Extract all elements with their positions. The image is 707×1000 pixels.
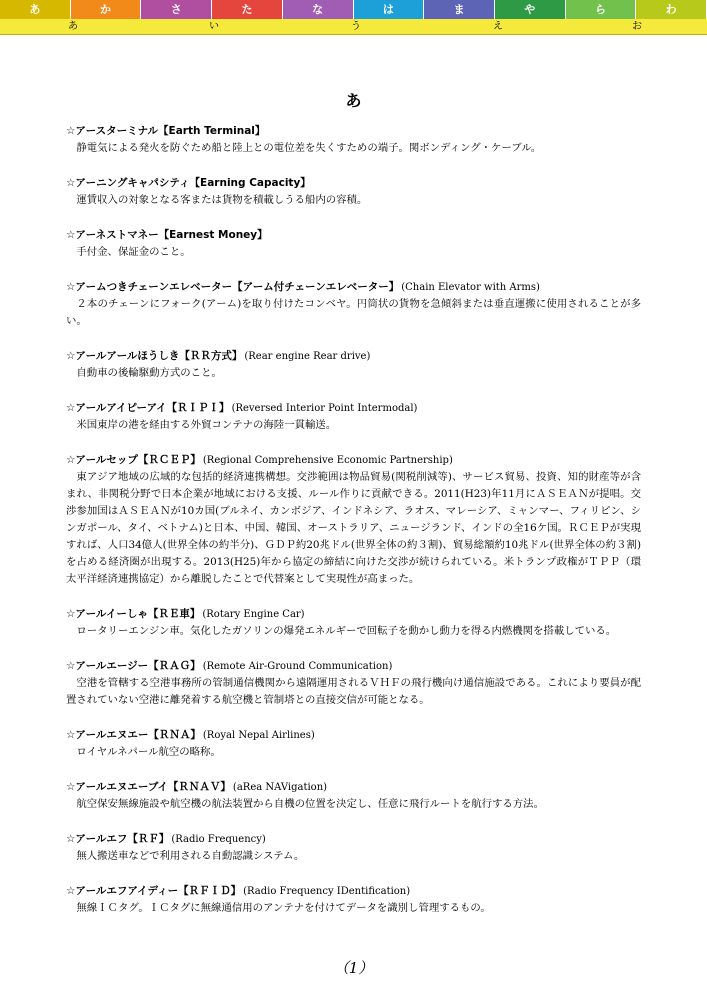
entry-term: ☆アールアイピーアイ【ＲＩＰＩ】 xyxy=(66,402,230,414)
entry-definition: 無線ＩＣタグ。ＩＣタグに無線通信用のアンテナを付けてデータを識別し管理するもの。 xyxy=(76,902,491,914)
glossary-entry xyxy=(66,228,641,261)
entry-term: ☆アーネストマネー【Earnest Money】 xyxy=(66,229,268,241)
tab-ta[interactable]: た xyxy=(212,0,283,19)
glossary-entry xyxy=(66,349,641,382)
tab-ka[interactable]: か xyxy=(71,0,142,19)
glossary-entry xyxy=(66,728,641,761)
entry-term: ☆アールエヌエーブイ【ＲＮＡＶ】 xyxy=(66,781,231,793)
entry-english: (Rotary Engine Car) xyxy=(202,609,305,620)
entry-english: (Remote Air-Ground Communication) xyxy=(202,661,393,672)
entry-english: (Royal Nepal Airlines) xyxy=(202,730,315,741)
entry-definition: 静電気による発火を防ぐため船と陸上との電位差を失くすための端子。関ボンディング・ケーブル。 xyxy=(76,142,542,154)
entry-definition: ロイヤルネパール航空の略称。 xyxy=(76,746,221,758)
entry-term: ☆アールアールほうしき【ＲＲ方式】 xyxy=(66,350,243,362)
tab-a[interactable]: あ xyxy=(0,0,71,19)
subtab-e[interactable]: え xyxy=(493,21,503,32)
glossary-entry xyxy=(66,659,641,709)
glossary-entry xyxy=(66,780,641,813)
glossary-entry xyxy=(66,832,641,865)
entry-definition: 運賃収入の対象となる客または貨物を積載しうる船内の容積。 xyxy=(76,194,368,206)
tab-sa[interactable]: さ xyxy=(141,0,212,19)
entry-english: (Radio Frequency IDentification) xyxy=(243,886,411,897)
subtab-o[interactable]: お xyxy=(632,21,642,32)
entry-definition: 無人搬送車などで利用される自動認識システム。 xyxy=(76,850,305,862)
entry-term: ☆アームつきチェーンエレベーター【アーム付チェーンエレベーター】 xyxy=(66,281,400,293)
glossary-entry xyxy=(66,884,641,917)
entry-term: ☆アールエフアイディー【ＲＦＩＤ】 xyxy=(66,885,242,897)
kana-tab-bar xyxy=(0,0,707,19)
entry-term: ☆アールエージー【ＲＡＧ】 xyxy=(66,660,201,672)
entry-definition: 航空保安無線施設や航空機の航法装置から自機の位置を決定し、任意に飛行ルートを航行する方法。 xyxy=(76,798,544,810)
entry-definition: ロータリーエンジン車。気化したガソリンの爆発エネルギーで回転子を動かし動力を得る内燃機関を搭載している。 xyxy=(76,625,617,637)
tab-ya[interactable]: や xyxy=(495,0,566,19)
entry-term: ☆アールエフ【ＲＦ】 xyxy=(66,833,170,845)
entry-term: ☆アールエヌエー【ＲＮＡ】 xyxy=(66,729,201,741)
entry-definition: 自動車の後輪駆動方式のこと。 xyxy=(76,367,222,379)
page-heading: あ xyxy=(345,91,362,110)
entry-english: (Reversed Interior Point Intermodal) xyxy=(231,403,418,414)
subtab-i[interactable]: い xyxy=(209,21,219,32)
tab-wa[interactable]: わ xyxy=(636,0,707,19)
glossary-entry xyxy=(66,280,641,330)
entry-definition: 空港を管轄する空港事務所の管制通信機関から遠隔運用されるＶＨＦの飛行機向け通信施設である。これにより要員が配置されていない空港に離発着する航空機と管制塔との直接交信が可能となる。 xyxy=(66,677,641,706)
tab-ra[interactable]: ら xyxy=(566,0,637,19)
entry-definition: 米国東岸の港を経由する外貿コンテナの海陸一貫輸送。 xyxy=(76,419,337,431)
entry-definition: 手付金、保証金のこと。 xyxy=(76,246,191,258)
entry-english: (Rear engine Rear drive) xyxy=(244,351,371,362)
entry-english: (aRea NAVigation) xyxy=(232,782,328,793)
entry-definition: 東アジア地域の広域的な包括的経済連携構想。交渉範囲は物品貿易(関税削減等)、サービス貿易、投資、知的財産等が含まれ、非関税分野で日本企業が地域における支援、ルール作りに貢献できる。2011(H23)年11月にＡＳＥＡＮが提唱。交渉参加国はＡＳＥＡＮが10カ国(ブルネイ、カンボジア、インドネシア、ラオス、マレーシア、ミャンマー、フィリピン、シンガポール、タイ、ベトナム)と日本、中国、韓国、オーストラリア、ニュージランド、インドの全16ケ国。ＲＣＥＰが実現すれば、人口34億人(世界全体の約半分)、ＧＤＰ約20兆ドル(世界全体の約３割)、貿易総額約10兆ドル(世界全体の約３割)を占める経済圏が出現する。2013(H25)年から協定の締結に向けた交渉が続けられている。米トランプ政権がＴＰＰ（環太平洋経済連携協定）から離脱したことで代替案として実現性が高まった。 xyxy=(66,471,641,585)
tab-na[interactable]: な xyxy=(283,0,354,19)
entry-term: ☆アールセップ【ＲＣＥＰ】 xyxy=(66,454,201,466)
sub-kana-bar xyxy=(0,19,707,35)
entry-english: (Chain Elevator with Arms) xyxy=(401,282,540,293)
glossary-entries xyxy=(66,124,641,936)
subtab-a[interactable]: あ xyxy=(68,21,78,32)
entry-term: ☆アーニングキャパシティ【Earning Capacity】 xyxy=(66,177,311,189)
glossary-entry xyxy=(66,124,641,157)
entry-english: (Regional Comprehensive Economic Partnership) xyxy=(202,455,453,466)
tab-ma[interactable]: ま xyxy=(424,0,495,19)
glossary-entry xyxy=(66,401,641,434)
entry-term: ☆アールイーしゃ【ＲＥ車】 xyxy=(66,608,201,620)
glossary-entry xyxy=(66,176,641,209)
page-number: （1） xyxy=(333,959,374,977)
entry-definition: ２本のチェーンにフォーク(アーム)を取り付けたコンベヤ。円筒状の貨物を急傾斜または垂直運搬に使用されることが多い。 xyxy=(66,298,641,327)
glossary-entry xyxy=(66,607,641,640)
subtab-u[interactable]: う xyxy=(351,21,361,32)
entry-term: ☆アースターミナル【Earth Terminal】 xyxy=(66,125,266,137)
entry-english: (Radio Frequency) xyxy=(171,834,266,845)
tab-ha[interactable]: は xyxy=(354,0,425,19)
glossary-entry xyxy=(66,453,641,588)
